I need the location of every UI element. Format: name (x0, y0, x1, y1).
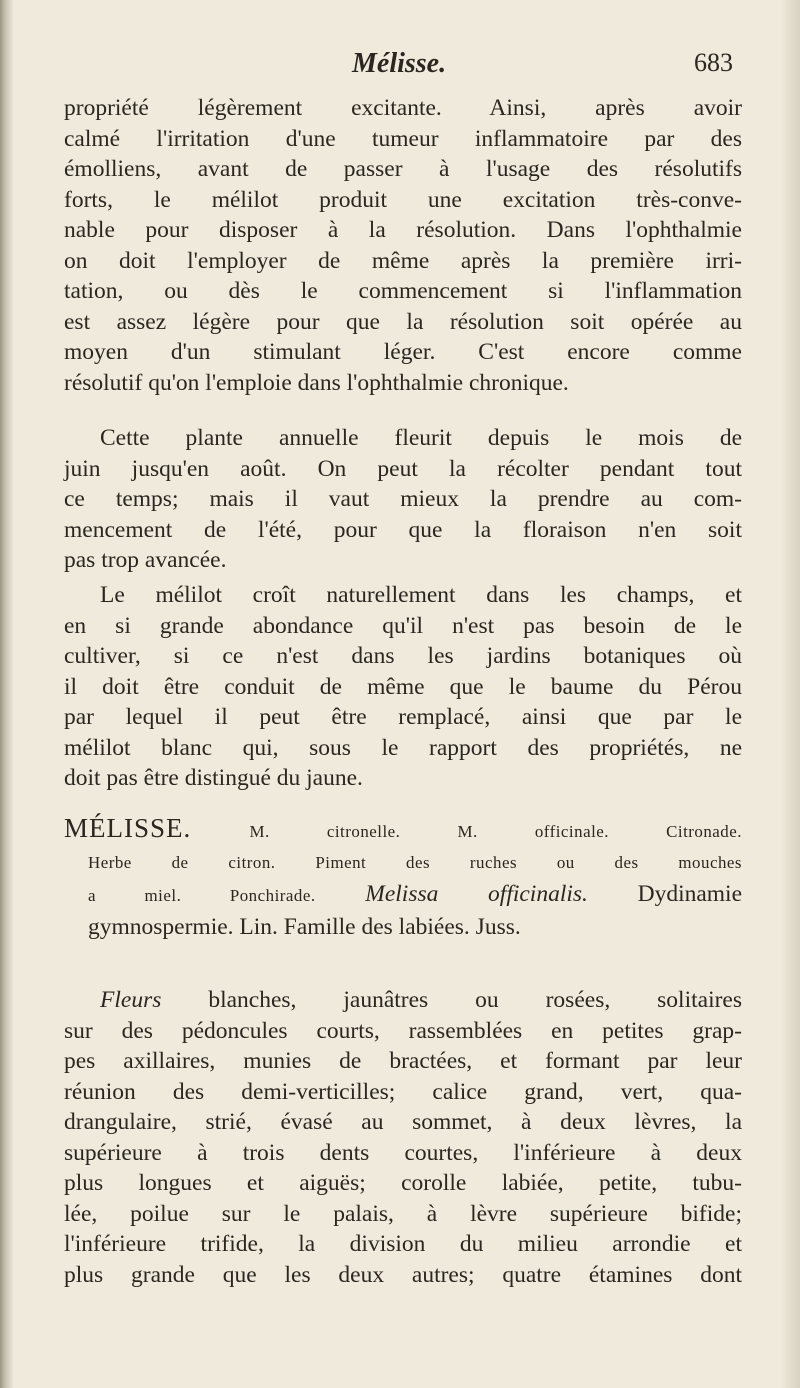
text-line: on doit l'employer de même après la première irri- (64, 247, 742, 274)
text-line: moyen d'un stimulant léger. C'est encore comme (64, 339, 742, 365)
text-line: émolliens, avant de passer à l'usage des résolutifs (64, 156, 742, 182)
text-line: sur des pédoncules courts, rassemblées en petites grap- (64, 1017, 742, 1044)
text-line: Cette plante annuelle fleurit depuis le mois de (100, 425, 742, 451)
text-line: en si grande abondance qu'il n'est pas besoin de le (64, 612, 742, 639)
entry-line-1 (64, 812, 742, 845)
text-line: plus longues et aiguës; corolle labiée, petite, tubu- (64, 1170, 742, 1196)
text-line: forts, le mélilot produit une excitation très-conve- (64, 186, 742, 213)
text-line: par lequel il peut être remplacé, ainsi que par le (64, 704, 742, 730)
classification: Dydinamie (637, 881, 743, 907)
text-line: cultiver, si ce n'est dans les jardins botaniques où (64, 643, 742, 669)
text-line (64, 985, 742, 1016)
text-line: il doit être conduit de même que le baume du Pérou (64, 673, 742, 700)
entry-synonyms-3: a miel. Ponchirade. (88, 886, 316, 905)
running-head-title: Mélisse. (352, 48, 447, 79)
entry-line-2 (64, 845, 742, 878)
entry-synonyms-1: M. citronelle. M. officinale. Citronade. (249, 822, 742, 841)
entry-synonyms-2: Herbe de citron. Piment des ruches ou des mouches (88, 853, 742, 872)
running-head (0, 40, 800, 90)
text-line: ce temps; mais il vaut mieux la prendre au com- (64, 486, 742, 512)
text-line: est assez légère pour que la résolution soit opérée au (64, 308, 742, 335)
page-edge-left (0, 0, 14, 1388)
page-edge-right (780, 0, 800, 1388)
paragraph-3 (64, 580, 742, 794)
entry-heading (64, 812, 742, 944)
text-line: pas trop avancée. (64, 547, 227, 573)
text-line: Le mélilot croît naturellement dans les champs, et (100, 582, 742, 608)
text-line: lée, poilue sur le palais, à lèvre supérieure bifide; (64, 1200, 742, 1227)
text-line: supérieure à trois dents courtes, l'inférieure à deux (64, 1139, 742, 1166)
text-line: mencement de l'été, pour que la floraison n'en soit (64, 516, 742, 543)
paragraph-1 (64, 93, 742, 398)
page-number: 683 (694, 48, 733, 77)
text-line: pes axillaires, munies de bractées, et formant par leur (64, 1048, 742, 1074)
entry-line-3 (64, 878, 742, 911)
paragraph-lead-word: Fleurs (100, 987, 162, 1013)
entry-line-4: gymnospermie. Lin. Famille des labiées. Juss. (88, 914, 521, 940)
text-line: drangulaire, strié, évasé au sommet, à deux lèvres, la (64, 1109, 742, 1135)
text-line: calmé l'irritation d'une tumeur inflammatoire par des (64, 125, 742, 152)
entry-headword: MÉLISSE. (64, 813, 192, 843)
text-line-rest: blanches, jaunâtres ou rosées, solitaires (208, 987, 743, 1013)
text-line: juin jusqu'en août. On peut la récolter pendant tout (64, 455, 742, 482)
text-line: nable pour disposer à la résolution. Dans l'ophthalmie (64, 217, 742, 243)
text-line: doit pas être distingué du jaune. (64, 765, 363, 791)
text-line: l'inférieure trifide, la division du milieu arrondie et (64, 1231, 742, 1257)
paragraph-2 (64, 423, 742, 576)
text-line: plus grande que les deux autres; quatre étamines dont (64, 1261, 742, 1288)
text-line: tation, ou dès le commencement si l'inflammation (64, 278, 742, 304)
text-line: propriété légèrement excitante. Ainsi, après avoir (64, 95, 742, 121)
text-line: réunion des demi-verticilles; calice grand, vert, qua- (64, 1078, 742, 1105)
text-line: mélilot blanc qui, sous le rapport des propriétés, ne (64, 734, 742, 761)
paragraph-4 (64, 985, 742, 1290)
latin-name: Melissa officinalis. (365, 881, 588, 907)
text-line: résolutif qu'on l'emploie dans l'ophthalmie chronique. (64, 369, 569, 396)
